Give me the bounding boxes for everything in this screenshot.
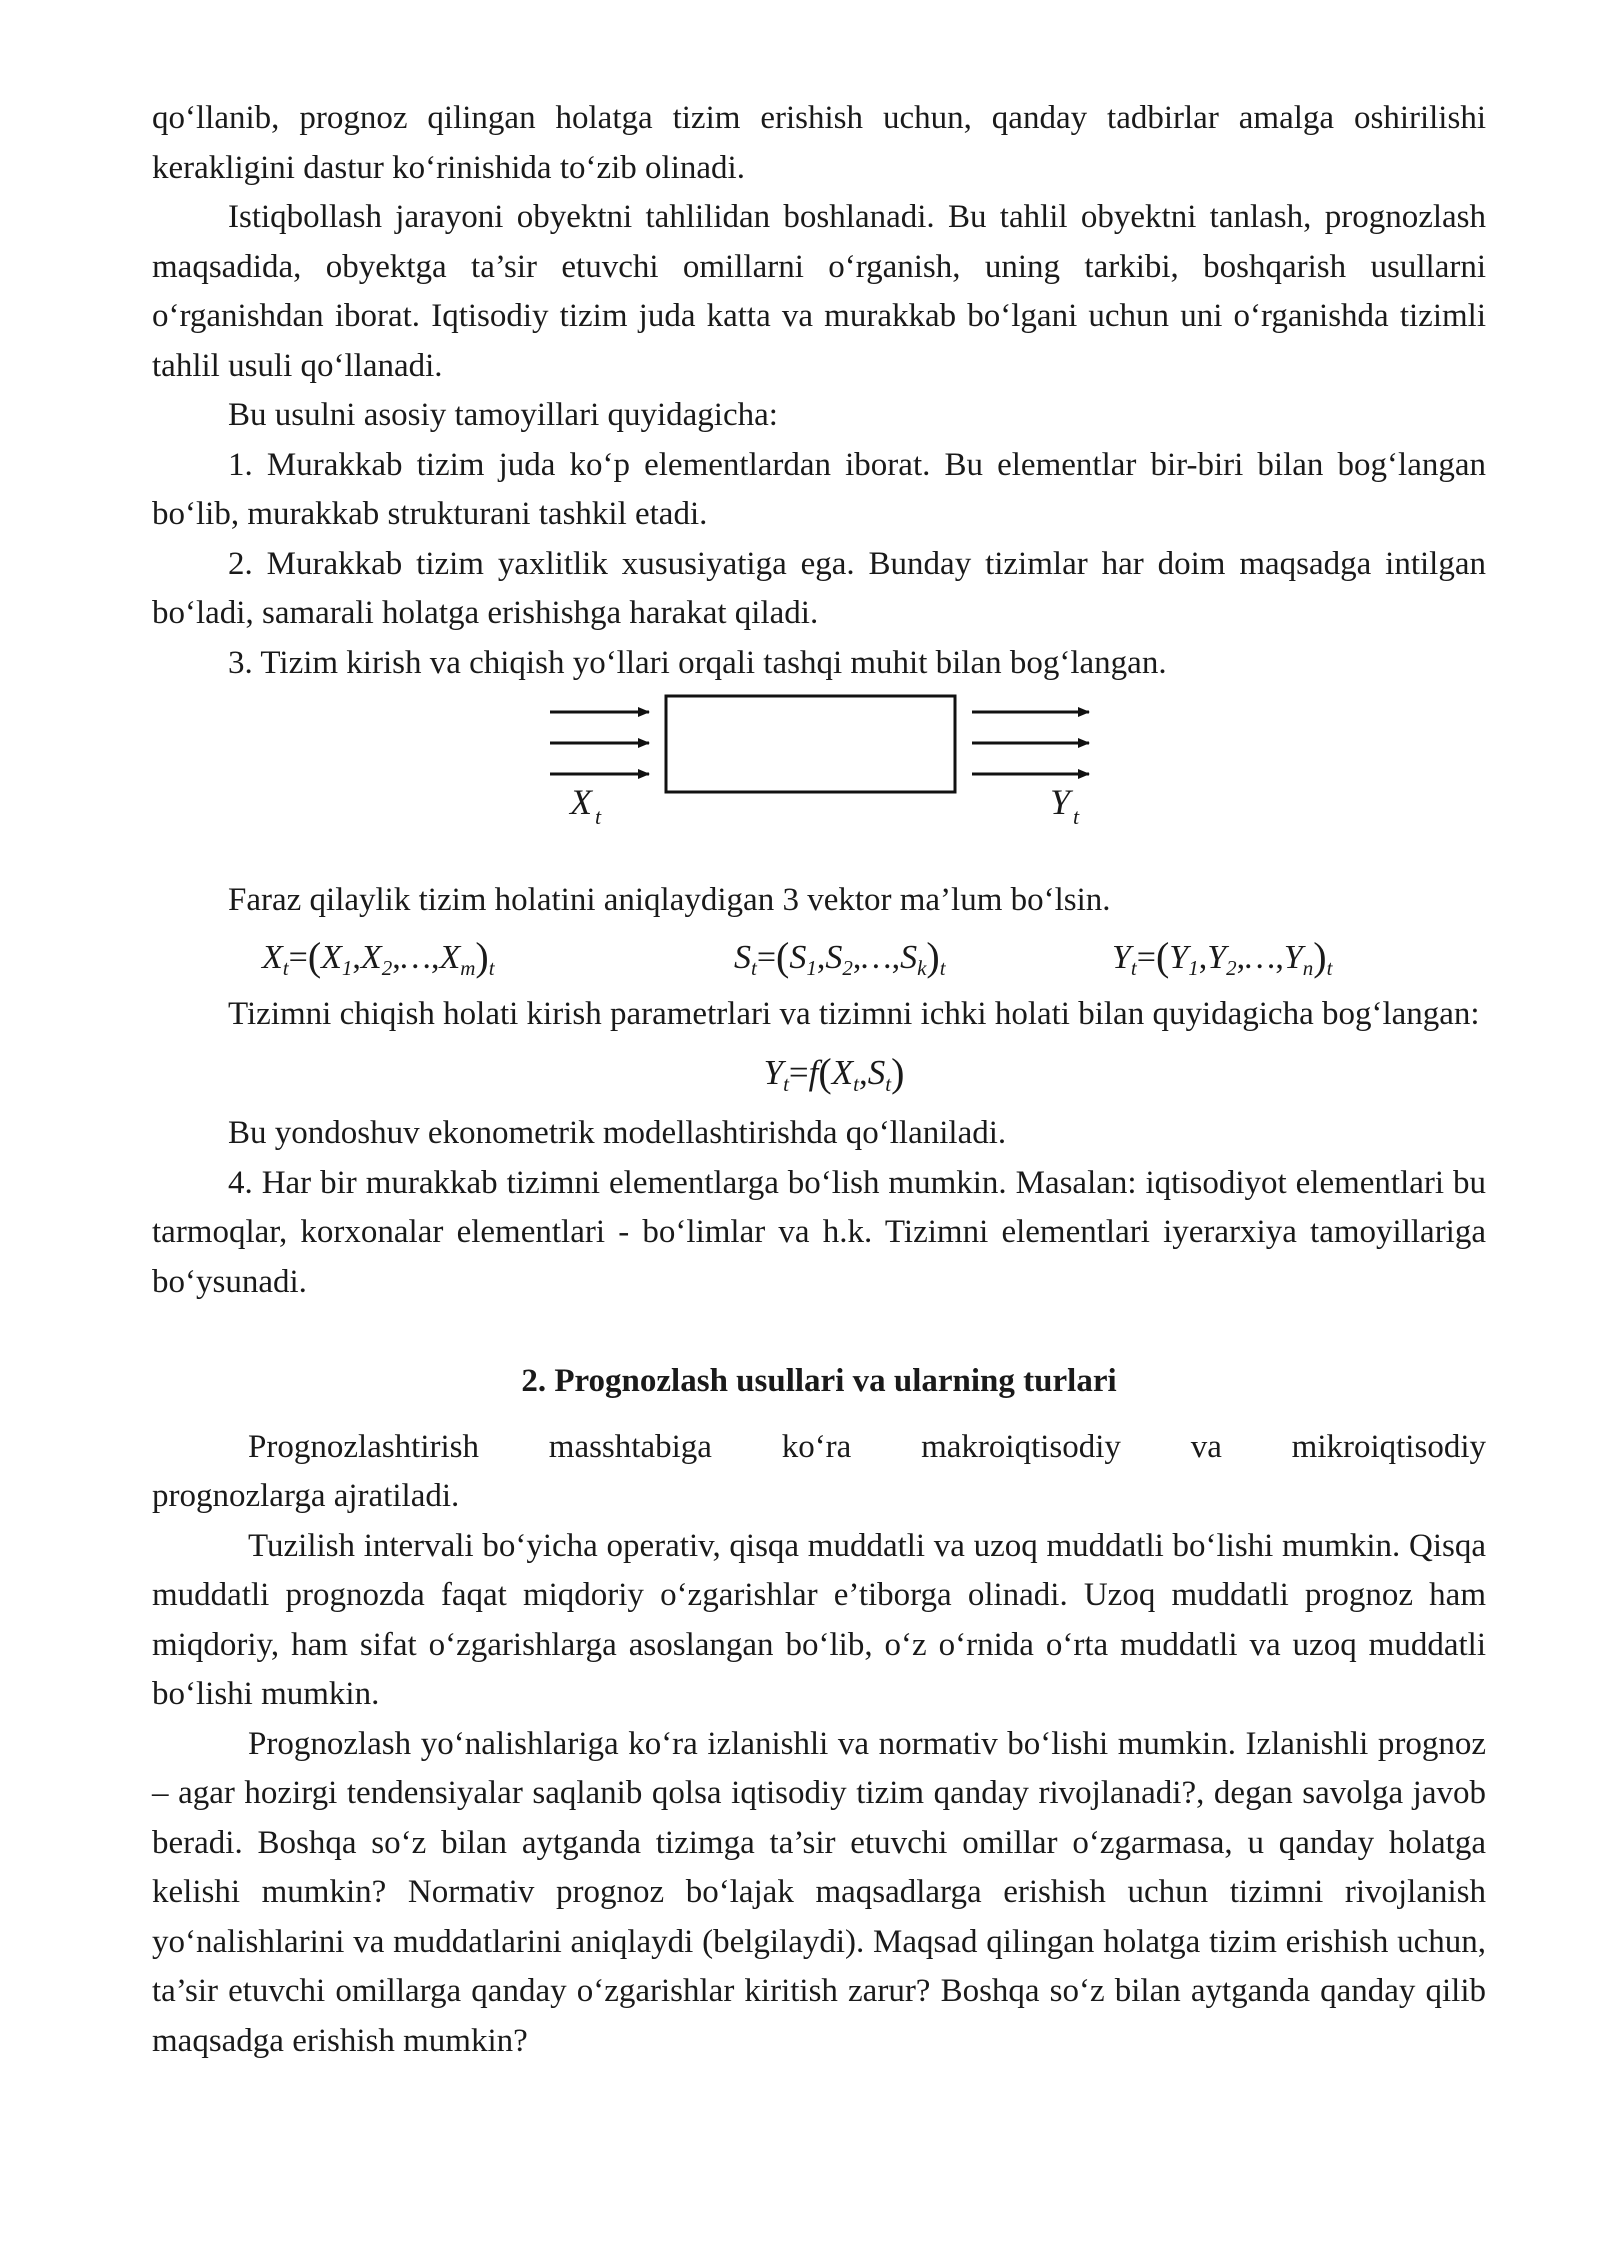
principle-4: 4. Har bir murakkab tizimni elementlarga bo‘lish mumkin. Masalan: iqtisodiyot elementlari bu tarmoqlar, korxonalar elementlari - bo‘limlar va h.k. Tizimni elementlari iyerarxiya tamoyillariga bo‘ysunadi. [152,1164,1486,1300]
paragraph-scale-line2: prognozlarga ajratiladi. [152,1478,460,1514]
input-arrows [550,712,649,774]
output-label: Y $_t$ [1050,782,1080,829]
system-diagram-graphic [152,688,1486,876]
paragraph-directions: Prognozlash yo‘nalishlariga ko‘ra izlanishli va normativ bo‘lishi mumkin. Izlanishli prognoz – agar hozirgi tendensiyalar saqlanib qolsa iqtisodiy tizim qanday rivojlanadi?, degan savolga javob beradi. Boshqa so‘z bilan aytganda tizimga ta’sir etuvchi omillar o‘zgarmasa, u qanday holatga kelishi mumkin? Normativ prognoz bo‘lajak maqsadlarga erishish uchun tizimni rivojlanish yo‘nalishlarini va muddatlarini aniqlaydi (belgilaydi). Maqsad qilingan holatga tizim erishish uchun, ta’sir etuvchi omillarga qanday o‘zgarishlar kiritish zarur? Boshqa so‘z bilan aytganda qanday qilib maqsadga erishish mumkin? [152,1725,1486,2059]
principle-3: 3. Tizim kirish va chiqish yo‘llari orqali tashqi muhit bilan bog‘langan. [228,644,1167,681]
input-label: X $_t$ [570,782,602,829]
paragraph-1: qo‘llanib, prognoz qilingan holatga tizim erishish uchun, qanday tadbirlar amalga oshirilishi kerakligini dastur ko‘rinishida to‘zib olinadi. [152,100,1486,186]
section-heading: 2. Prognozlash usullari va ularning turlari [521,1363,1117,1399]
vector-definitions [152,926,1486,990]
vector-x: $X_t=(X_1,X_2,\dots,X_m)_t$ [262,933,495,980]
principle-2: 2. Murakkab tizim yaxlitlik xususiyatiga ega. Bunday tizimlar har doim maqsadga intilgan bo‘ladi, samarali holatga erishishga harakat qiladi. [152,545,1486,631]
output-formula: $Y_t=f(X_t,S_t)$ [763,1050,905,1096]
paragraph-output-relation: Tizimni chiqish holati kirish parametrlari va tizimni ichki holati bilan quyidagicha bog‘langan: [228,995,1480,1032]
output-arrows [972,712,1089,774]
system-diagram [152,688,1486,876]
vector-s: $S_t=(S_1,S_2,\dots,S_k)_t$ [734,933,946,980]
page-content [152,94,1486,2066]
paragraph-vectors-intro: Faraz qilaylik tizim holatini aniqlaydigan 3 vektor ma’lum bo‘lsin. [228,882,1111,918]
vector-y: $Y_t=(Y_1,Y_2,\dots,Y_n)_t$ [1112,933,1333,980]
paragraph-interval: Tuzilish intervali bo‘yicha operativ, qisqa muddatli va uzoq muddatli bo‘lishi mumkin. Qisqa muddatli prognozda faqat miqdoriy o‘zgarishlar e’tiborga olinadi. Uzoq muddatli prognoz ham miqdoriy, ham sifat o‘zgarishlarga asoslangan bo‘lib, o‘z o‘rnida o‘rta muddatli va uzoq muddatli bo‘lishi mumkin. [152,1527,1486,1712]
principle-1: 1. Murakkab tizim juda ko‘p elementlardan iborat. Bu elementlar bir-biri bilan bog‘langan bo‘lib, murakkab strukturani tashkil etadi. [152,446,1486,532]
paragraph-approach: Bu yondoshuv ekonometrik modellashtirishda qo‘llaniladi. [228,1115,1007,1151]
paragraph-3: Bu usulni asosiy tamoyillari quyidagicha: [228,397,778,433]
paragraph-scale-line1: Prognozlashtirish masshtabiga ko‘ra makroiqtisodiy va mikroiqtisodiy [248,1428,1486,1465]
system-box [666,696,955,792]
paragraph-2: Istiqbollash jarayoni obyektni tahlilidan boshlanadi. Bu tahlil obyektni tanlash, prognozlash maqsadida, obyektga ta’sir etuvchi omillarni o‘rganish, uning tarkibi, boshqarish usullarni o‘rganishdan iborat. Iqtisodiy tizim juda katta va murakkab bo‘lgani uchun uni o‘rganishda tizimli tahlil usuli qo‘llanadi. [152,199,1486,384]
